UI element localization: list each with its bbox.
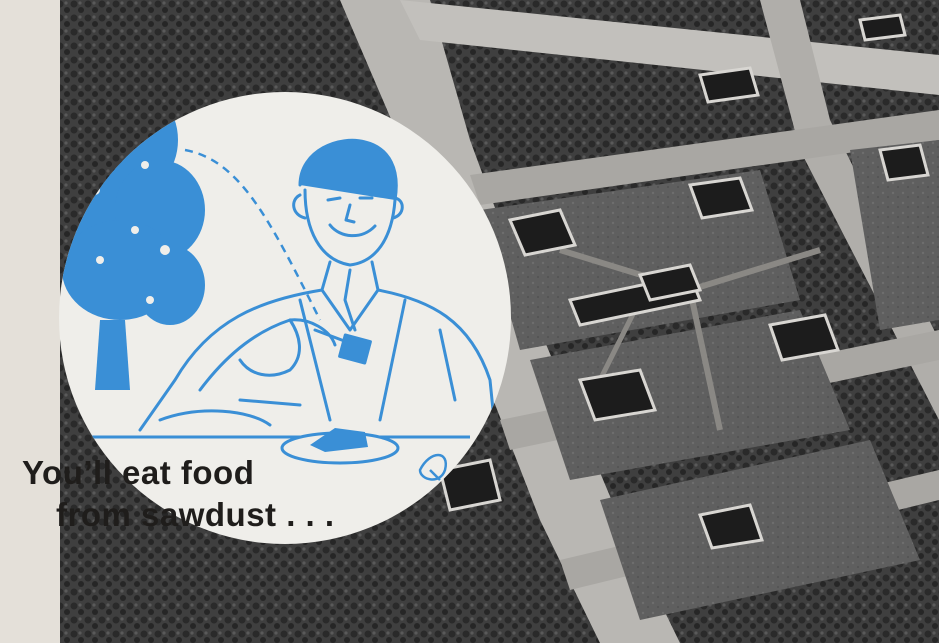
caption [22, 452, 335, 536]
caption-line-1: You’ll eat food [22, 454, 255, 491]
caption-line-2: from sawdust . . . [56, 496, 335, 533]
